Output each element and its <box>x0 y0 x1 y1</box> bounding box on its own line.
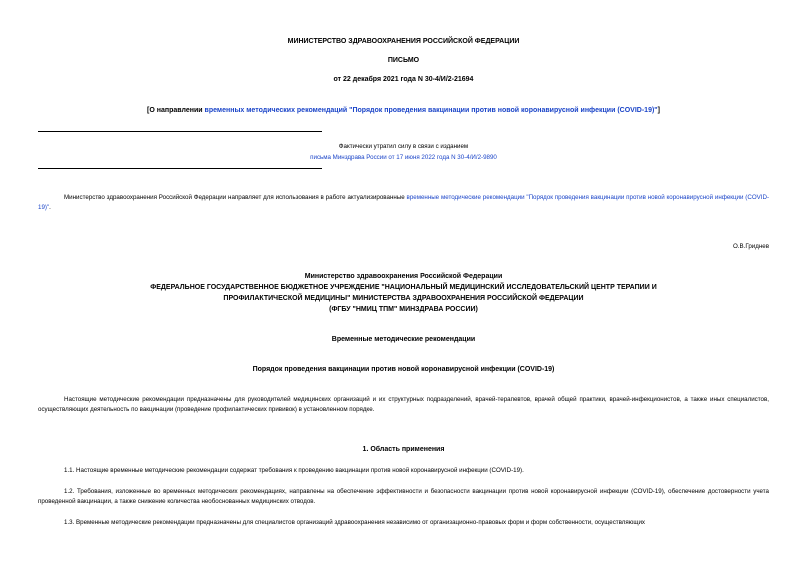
org-line-2: ФЕДЕРАЛЬНОЕ ГОСУДАРСТВЕННОЕ БЮДЖЕТНОЕ УЧРЕЖДЕНИЕ "НАЦИОНАЛЬНЫЙ МЕДИЦИНСКИЙ ИССЛЕДОВАТЕЛЬСКИЙ ЦЕНТР ТЕРАПИИ И <box>150 284 657 291</box>
intro-link[interactable]: временные методические рекомендации "Порядок проведения вакцинации против новой коронавирусной инфекции (COVID-19)" <box>38 194 770 211</box>
procedure-title: Порядок проведения вакцинации против новой коронавирусной инфекции (COVID-19) <box>252 366 555 373</box>
audience-paragraph: Настоящие методические рекомендации предназначены для руководителей медицинских организаций и их структурных подразделений, врачей-терапевтов, врачей общей практики, врачей-инфекционистов, а также иных специалистов, осуществляющих деятельность по вакцинации (проведение профилактических прививок) в установленном порядке. <box>38 396 769 413</box>
section-1-p1: 1.1. Настоящие временные методические рекомендации содержат требования к проведению вакцинации против новой коронавирусной инфекции (COVID-19). <box>64 467 524 474</box>
status-note-line1: Фактически утратил силу в связи с изданием <box>338 143 469 150</box>
status-note-link[interactable]: письма Минздрава России от 17 июня 2022 года N 30-4/И/2-9890 <box>310 154 497 161</box>
divider-top <box>38 131 322 132</box>
recommendations-title: Временные методические рекомендации <box>331 336 476 343</box>
doc-title-prefix: [О направлении <box>147 107 205 114</box>
org-line-1: Министерство здравоохранения Российской Федерации <box>304 273 503 280</box>
section-1-heading: 1. Область применения <box>362 446 445 453</box>
intro-text: Министерство здравоохранения Российской Федерации направляет для использования в работе актуализированные <box>64 194 407 201</box>
section-1-p2: 1.2. Требования, изложенные во временных методических рекомендациях, направлены на обеспечение эффективности и безопасности вакцинации против новой коронавирусной инфекции (COVID-19), обеспечение достоверности учета проведенной вакцинации, а также снижение количества необоснованных медицинских отводов. <box>38 488 769 505</box>
doc-title-suffix: ] <box>657 107 660 114</box>
org-line-3: ПРОФИЛАКТИЧЕСКОЙ МЕДИЦИНЫ" МИНИСТЕРСТВА ЗДРАВООХРАНЕНИЯ РОССИЙСКОЙ ФЕДЕРАЦИИ <box>223 295 584 302</box>
doc-title <box>0 107 807 114</box>
doc-date-number: от 22 декабря 2021 года N 30-4/И/2-21694 <box>333 76 474 83</box>
org-line-4: (ФГБУ "НМИЦ ТПМ" МИНЗДРАВА РОССИИ) <box>329 306 478 313</box>
signature: О.В.Гриднев <box>732 243 769 250</box>
intro-paragraph <box>38 193 769 212</box>
section-1-p3: 1.3. Временные методические рекомендации предназначены для специалистов организаций здравоохранения независимо от организационно-правовых форм и форм собственности, осуществляющих <box>64 519 646 526</box>
doc-title-link[interactable]: временных методических рекомендаций "Порядок проведения вакцинации против новой коронавирусной инфекции (COVID-19)" <box>204 107 658 114</box>
intro-suffix: . <box>49 203 51 211</box>
doc-type-heading: ПИСЬМО <box>387 57 420 64</box>
ministry-heading: МИНИСТЕРСТВО ЗДРАВООХРАНЕНИЯ РОССИЙСКОЙ ФЕДЕРАЦИИ <box>287 38 520 45</box>
divider-bottom <box>38 168 322 169</box>
